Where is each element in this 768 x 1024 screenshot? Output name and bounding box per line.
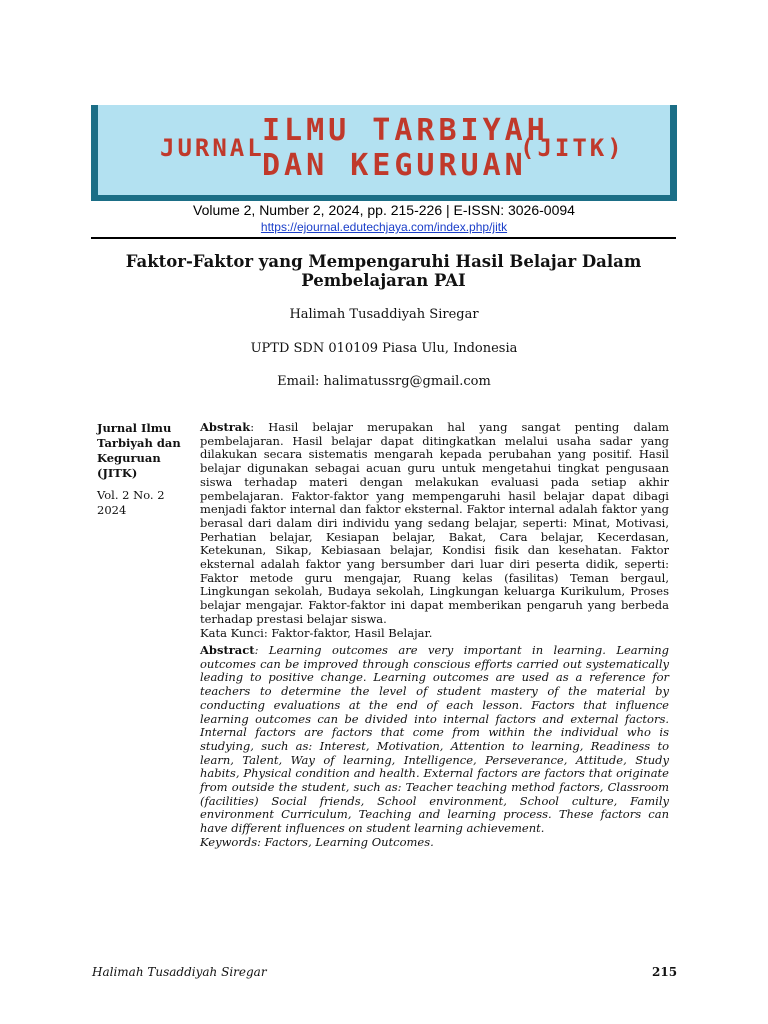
article-affiliation: UPTD SDN 010109 Piasa Ulu, Indonesia [250, 341, 518, 356]
abstract-indonesian-text: : Hasil belajar merupakan hal yang sangat penting dalam pembelajaran. Hasil belajar dapat ditingkatkan melalui usaha sadar yang dilakukan secara sistematis mengarah kepada perubahan yang positif. Hasil belajar digunakan sebagai acuan guru untuk mengetahui tingkat pengusaan siswa terhadap materi dengan melakukan evaluasi pada setiap akhir pembelajaran. Faktor-faktor yang mempengaruhi hasil belajar dapat dibagi menjadi faktor internal dan faktor eksternal. Faktor internal adalah faktor yang berasal dari dalam diri individu yang sedang belajar, seperti: Minat, Motivasi, Perhatian belajar, Kesiapan belajar, Bakat, Cara belajar, Kecerdasan, Ketekunan, Sikap, Kebiasaan belajar, Kondisi fisik dan kesehatan. Faktor eksternal adalah faktor yang bersumber dari luar diri peserta didik, seperti: Faktor metode guru mengajar, Ruang kelas (fasilitas) Teman bergaul, Lingkungan sekolah, Budaya sekolah, Lingkungan keluarga Kurikulum, Proses belajar mengajar. Faktor-faktor ini dapat memberikan pengaruh yang berbeda terhadap prestasi belajar siswa. [200, 420, 669, 626]
banner-word-jurnal: JURNAL [160, 134, 265, 162]
banner-title-line2: DAN KEGURUAN [262, 148, 527, 183]
sidebar [97, 421, 197, 518]
abstract-indonesian-keywords: Kata Kunci: Faktor-faktor, Hasil Belajar. [200, 625, 433, 640]
article-title-line2: Pembelajaran PAI [301, 271, 466, 290]
abstract-english-keywords: Keywords: Factors, Learning Outcomes. [200, 834, 434, 849]
abstract-english-label: Abstract [200, 643, 255, 657]
banner-bottom-bar [91, 195, 677, 201]
article-email: Email: halimatussrg@gmail.com [277, 374, 491, 389]
abstract-indonesian [200, 421, 669, 640]
sidebar-journal-name: Jurnal Ilmu Tarbiyah dan Keguruan (JITK) [97, 421, 181, 480]
article-author: Halimah Tusaddiyah Siregar [289, 307, 479, 322]
abstract-english-body [200, 644, 669, 836]
banner-title-line1: ILMU TARBIYAH [262, 113, 549, 148]
journal-url-link[interactable]: https://ejournal.edutechjaya.com/index.php/jitk [260, 220, 508, 234]
footer-page-number: 215 [652, 965, 678, 979]
article-title [91, 252, 676, 290]
sidebar-volume: Vol. 2 No. 2 2024 [97, 488, 165, 517]
volume-info: Volume 2, Number 2, 2024, pp. 215-226 | E-ISSN: 3026-0094 [193, 202, 575, 218]
banner-word-jitk: (JITK) [520, 134, 625, 162]
footer-author: Halimah Tusaddiyah Siregar [92, 965, 267, 979]
abstract-english [200, 644, 669, 850]
header-rule [91, 237, 676, 239]
abstract-indonesian-body [200, 421, 669, 627]
abstract-english-text: : Learning outcomes are very important in learning. Learning outcomes can be improved through conscious efforts carried out systematically leading to positive change. Learning outcomes are used as a reference for teachers to determine the level of student mastery of the material by conducting evaluations at the end of each lesson. Factors that influence learning outcomes can be divided into internal factors and external factors. Internal factors are factors that come from within the individual who is studying, such as: Interest, Motivation, Attention to learning, Readiness to learn, Talent, Way of learning, Intelligence, Perseverance, Attitude, Study habits, Physical condition and health. External factors are factors that originate from outside the student, such as: Teacher teaching method factors, Classroom (facilities) Social friends, School environment, School culture, Family environment Curriculum, Teaching and learning process. These factors can have different influences on student learning achievement. [200, 643, 669, 836]
article-title-line1: Faktor-Faktor yang Mempengaruhi Hasil Belajar Dalam [125, 252, 642, 271]
abstract-indonesian-label: Abstrak [200, 420, 251, 434]
